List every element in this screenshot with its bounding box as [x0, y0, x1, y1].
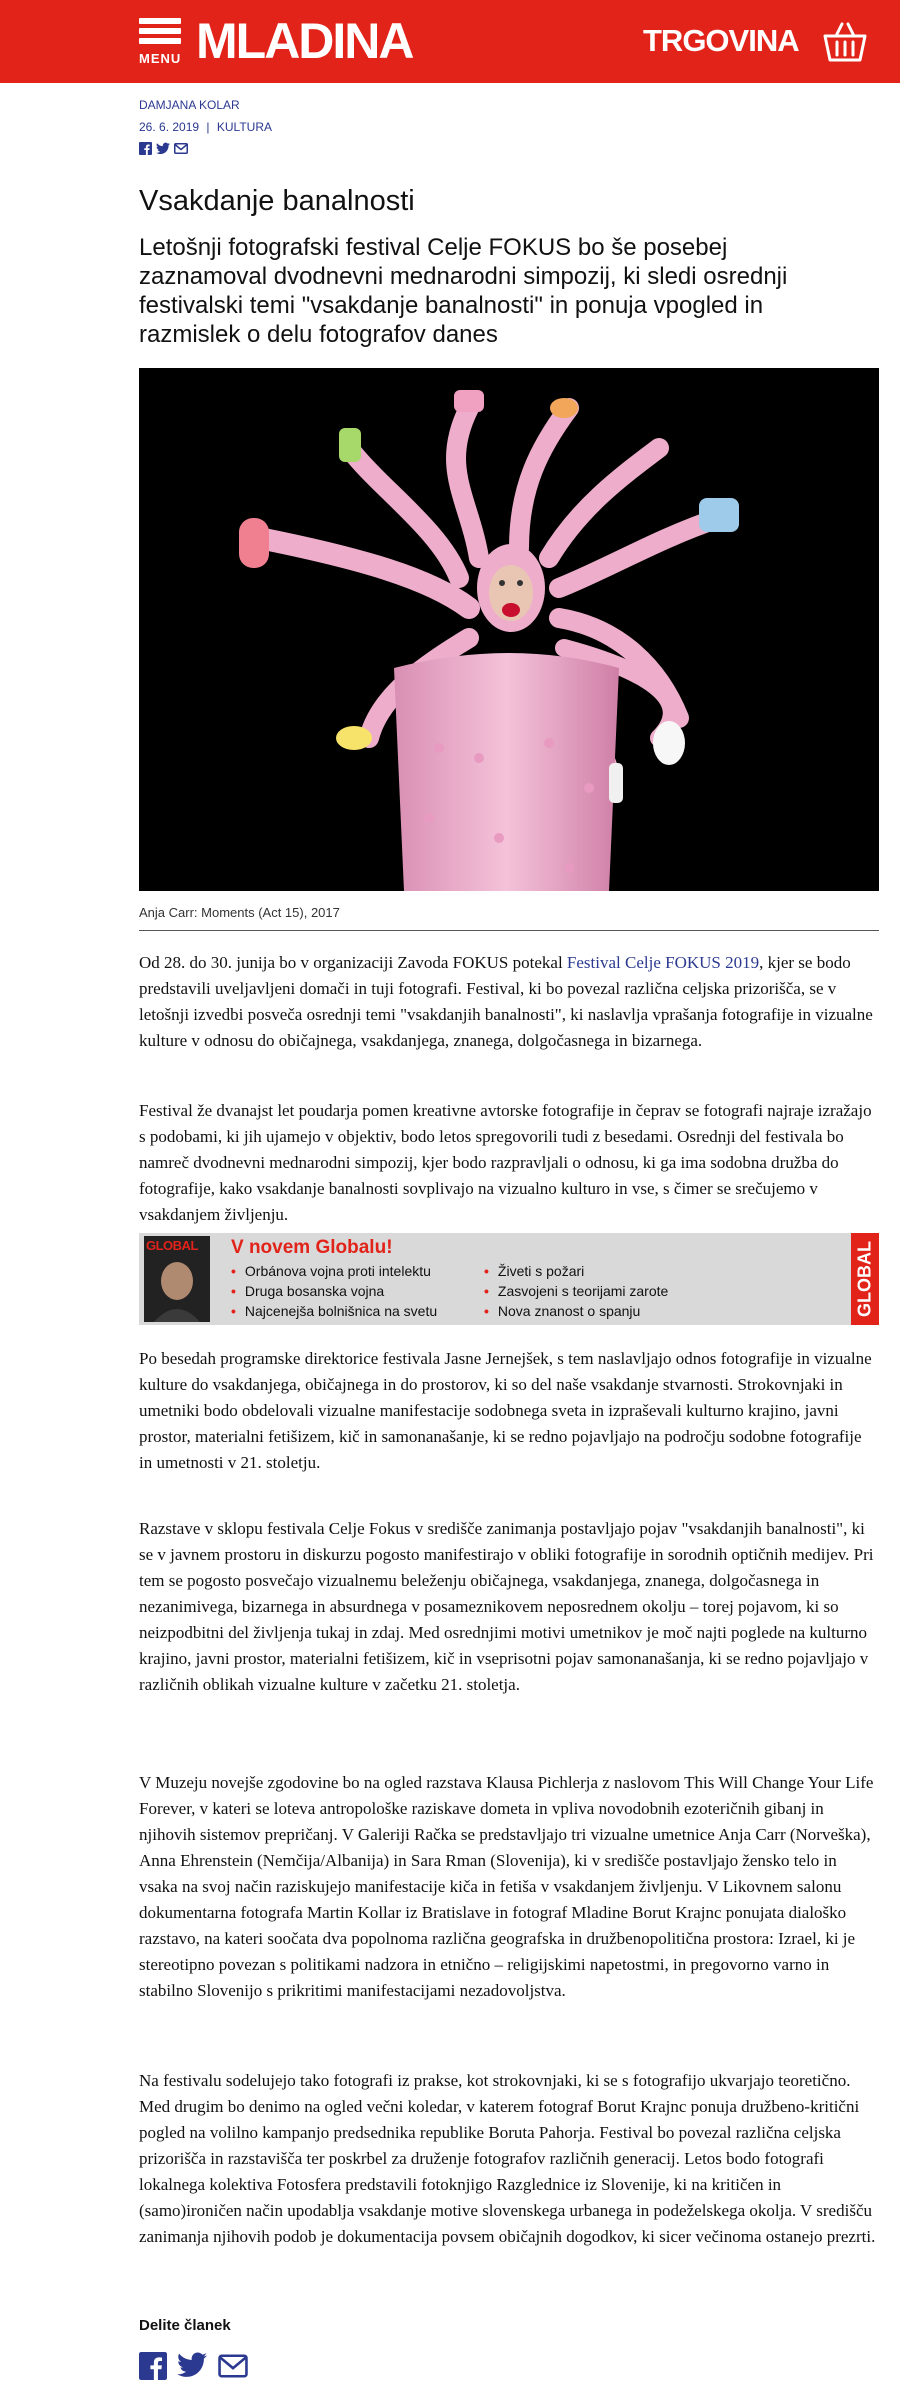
meta-separator: |: [206, 120, 210, 134]
paragraph-1: [139, 950, 879, 1054]
hamburger-icon: [139, 18, 181, 24]
email-icon[interactable]: [174, 142, 188, 155]
article-author[interactable]: DAMJANA KOLAR: [139, 98, 240, 112]
article-category[interactable]: KULTURA: [216, 120, 272, 134]
ad-item: • Zasvojeni s teorijami zarote: [484, 1281, 668, 1301]
email-icon[interactable]: [217, 2352, 249, 2380]
article-title: Vsakdanje banalnosti: [139, 185, 415, 217]
site-logo[interactable]: MLADINA: [196, 13, 413, 69]
cover-portrait-icon: [144, 1236, 210, 1322]
paragraph-5: V Muzeju novejše zgodovine bo na ogled razstava Klausa Pichlerja z naslovom This Will Change Your Life Forever, v kateri se loteva antropološke raziskave dometa in vpliva novodobnih ezoteričnih gibanj in njihovih sistemov prepričanj. V Galeriji Račka se predstavljajo tri vizualne umetnice Anja Carr (Norveška), Anna Ehrenstein (Nemčija/Albanija) in Sara Rman (Slovenija), ki v središče postavljajo žensko telo in vsaka na svoj način raziskujejo manifestacije kiča in fetiša v vsakdanjem življenju. V Likovnem salonu dokumentarna fotografa Martin Kollar iz Bratislave in fotograf Mladine Borut Krajnc ponujata dialoško razstavo, na kateri soočata dva popolnoma različna geografska in družbenopolitična prostora: Izrael, ki je stereotipno povezan s politikami nadzora in etnično – religijskimi napetostmi, in pregovorno varno in stabilno Slovenijo s prikritimi manifestacijami nezadovoljstva.: [139, 1773, 874, 2000]
ad-item: • Nova znanost o spanju: [484, 1301, 668, 1321]
paragraph-1-text: Od 28. do 30. junija bo v organizaciji Zavoda FOKUS potekal: [139, 953, 567, 972]
menu-label: MENU: [139, 51, 182, 66]
paragraph-3: Po besedah programske direktorice festivala Jasne Jernejšek, s tem naslavljajo odnos fotografije in vizualne kulture do vsakdanjega, običajnega in do prostorov, ki so del naše vsakdanje stvarnosti. Strokovnjaki in umetniki bodo obdelovali vizualne manifestacije sodobnega sveta in izpraševali kulturno krajino, javni prostor, materialni fetišizem, kič in samonanašanje, ki se redno pojavljajo na področju sodobne fotografije in umetnosti v 21. stoletju.: [139, 1349, 872, 1472]
shop-link[interactable]: TRGOVINA: [643, 23, 799, 58]
share-label: Delite članek: [139, 2317, 231, 2334]
article-lead: Letošnji fotografski festival Celje FOKUS bo še posebej zaznamoval dvodnevni mednarodni simpozij, ki sledi osrednji festivalski temi "vsakdanje banalnosti" in ponuja vpogled in razmislek o delu fotografov danes: [139, 234, 788, 348]
menu-button[interactable]: [139, 18, 183, 64]
facebook-icon[interactable]: [139, 2352, 167, 2380]
site-header: [0, 0, 900, 83]
article-photo[interactable]: [139, 368, 879, 891]
paragraph-1-text-end: , kjer se bodo predstavili uveljavljeni domači in tuji fotografi. Festival, ki bo povezal različna celjska prizorišča, se v letošnji izvedbi posveča osrednji temi "vsakdanjih banalnosti", ki naslavlja vprašanja fotografije in vizualne kulture v odnosu do običajnega, vsakdanjega, znanega, dolgočasnega in bizarnega.: [139, 953, 873, 1050]
paragraph-4: Razstave v sklopu festivala Celje Fokus v središče zanimanja postavljajo pojav "vsakdanjih banalnosti", ki se v javnem prostoru in diskurzu pogosto manifestirajo v obliki fotografije in sorodnih optičnih medijev. Pri tem se pogosto posvečajo vizualnemu beleženju običajnega, vsakdanjega, znanega, dolgočasnega in nezanimivega, bizarnega in absurdnega v posameznikovem neposrednem okolju – torej pojavom, ki so neizpodbitni del življenja tukaj in zdaj. Med osrednjimi motivi umetnikov je moč najti poglede na kulturno krajino, javni prostor, materialni fetišizem, kič in vseprisotni pojav samonanašanja, ki se redno pojavljajo v različnih oblikah vizualne kulture v začetku 21. stoletja.: [139, 1519, 874, 1694]
ad-item: • Druga bosanska vojna: [231, 1281, 437, 1301]
paragraph-6: Na festivalu sodelujejo tako fotografi iz prakse, kot strokovnjaki, ki se s fotografijo ukvarjajo teoretično. Med drugim bo denimo na ogled večni koledar, v katerem fotograf Borut Krajnc ponuja družbeno-kritični pogled na volilno kampanjo predsednika republike Boruta Pahorja. Festival bo povezal različna celjska prizorišča in razstavišča ter poskrbel za druženje fotografov različnih generacij. Letos bodo fotografi lokalnega kolektiva Fotosfera predstavili fotoknjigo Razglednice iz Slovenije, ki na kritičen in (samo)ironičen način upodablja vsakdanje motive slovenskega urbanega in podeželskega okolja. V središču zanimanja njihovih podob je dokumentacija povsem običajnih dogodkov, ki sicer večinoma ostanejo prezrti.: [139, 2071, 876, 2246]
ad-item: • Orbánova vojna proti intelektu: [231, 1261, 437, 1281]
facebook-icon[interactable]: [139, 142, 152, 155]
caption-divider: [139, 930, 879, 931]
hamburger-icon-bar: [139, 28, 181, 34]
twitter-icon[interactable]: [177, 2352, 207, 2378]
ad-item: • Živeti s požari: [484, 1261, 668, 1281]
ad-list-left: [231, 1261, 437, 1321]
article-date-line: [139, 120, 272, 134]
magazine-cover-title: GLOBAL: [146, 1238, 198, 1253]
ad-item: • Najcenejša bolnišnica na svetu: [231, 1301, 437, 1321]
paragraph-2: Festival že dvanajst let poudarja pomen kreativne avtorske fotografije in čeprav se fotografi najraje izražajo s podobami, ki jih ujamejo v objektiv, bodo letos spregovorili tudi z besedami. Osrednji del festivala bo namreč dvodnevni mednarodni simpozij, kjer bodo razpravljali o odnosu, ki ga ima sodobna družba do fotografije, kako vsakdanje banalnosti sovplivajo na vizualno kulturo in vse, s čimer se srečujemo v vsakdanjem življenju.: [139, 1101, 872, 1224]
photo-caption: Anja Carr: Moments (Act 15), 2017: [139, 905, 340, 920]
ad-brand-strip: [851, 1233, 879, 1325]
hamburger-icon-bar: [139, 38, 181, 44]
ad-brand-label: GLOBAL: [854, 1241, 875, 1317]
article-date: 26. 6. 2019: [139, 120, 200, 134]
ad-list-right: [484, 1261, 668, 1321]
costume-figure-image: [139, 368, 879, 891]
magazine-cover: [144, 1236, 210, 1322]
twitter-icon[interactable]: [156, 142, 170, 155]
share-bar-bottom: [139, 2352, 249, 2380]
shopping-basket-icon[interactable]: [822, 18, 868, 64]
festival-link[interactable]: Festival Celje FOKUS 2019: [566, 953, 760, 972]
ad-heading: V novem Globalu!: [231, 1237, 393, 1258]
share-bar-top: [139, 142, 188, 155]
global-magazine-ad[interactable]: [139, 1233, 879, 1325]
